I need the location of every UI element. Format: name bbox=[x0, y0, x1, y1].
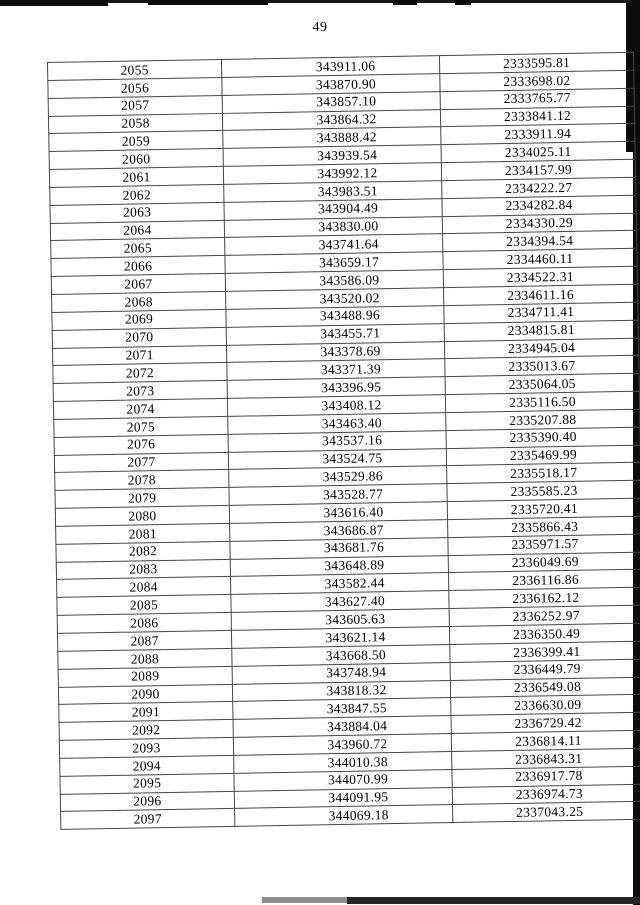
table-cell: 2335116.50 bbox=[445, 391, 639, 412]
table-cell: 2336814.11 bbox=[451, 730, 640, 751]
table-cell: 2095 bbox=[60, 773, 234, 794]
table-cell: 343939.54 bbox=[223, 145, 441, 167]
table-cell: 2090 bbox=[58, 684, 232, 705]
table-cell: 2069 bbox=[52, 309, 226, 330]
table-cell: 2086 bbox=[57, 613, 231, 634]
table-cell: 2334025.11 bbox=[441, 141, 635, 162]
table-cell: 343463.40 bbox=[228, 412, 446, 434]
table-cell: 344010.38 bbox=[234, 751, 452, 773]
scan-artifact-top-edge bbox=[0, 0, 108, 6]
table-cell: 343830.00 bbox=[224, 216, 442, 238]
table-cell: 2093 bbox=[59, 737, 233, 758]
table-cell: 2059 bbox=[49, 131, 223, 152]
scan-artifact-top-edge bbox=[393, 0, 417, 5]
table-cell: 2070 bbox=[52, 327, 226, 348]
table-cell: 2074 bbox=[53, 398, 227, 419]
table-cell: 2336449.79 bbox=[450, 659, 640, 680]
table-cell: 2333765.77 bbox=[440, 88, 634, 109]
table-cell: 2075 bbox=[54, 416, 228, 437]
table-cell: 343857.10 bbox=[222, 91, 440, 113]
table-cell: 2066 bbox=[51, 256, 225, 277]
table-cell: 2096 bbox=[60, 791, 234, 812]
table-cell: 2082 bbox=[56, 541, 230, 562]
table-cell: 343884.04 bbox=[233, 716, 451, 738]
table-cell: 2084 bbox=[57, 577, 231, 598]
table-cell: 2056 bbox=[48, 77, 222, 98]
table-cell: 2088 bbox=[58, 648, 232, 669]
table-cell: 2335720.41 bbox=[447, 498, 640, 519]
table-cell: 2336350.49 bbox=[449, 623, 640, 644]
table-cell: 344069.18 bbox=[235, 805, 453, 827]
table-cell: 2335469.99 bbox=[446, 445, 640, 466]
table-cell: 343586.09 bbox=[225, 270, 443, 292]
table-cell: 2334711.41 bbox=[444, 302, 638, 323]
table-cell: 2076 bbox=[54, 434, 228, 455]
table-cell: 343983.51 bbox=[224, 181, 442, 203]
table-cell: 343911.06 bbox=[221, 56, 439, 78]
table-cell: 343605.63 bbox=[231, 609, 449, 631]
table-cell: 2080 bbox=[55, 505, 229, 526]
table-cell: 343396.95 bbox=[227, 377, 445, 399]
coordinate-table bbox=[47, 52, 640, 830]
table-cell: 343371.39 bbox=[227, 359, 445, 381]
table-cell: 343681.76 bbox=[230, 537, 448, 559]
table-cell: 2334330.29 bbox=[442, 213, 636, 234]
table-cell: 2333841.12 bbox=[440, 106, 634, 127]
table-cell: 2091 bbox=[59, 702, 233, 723]
table-cell: 343659.17 bbox=[225, 252, 443, 274]
table-cell: 343408.12 bbox=[227, 395, 445, 417]
table-cell: 2333911.94 bbox=[441, 124, 635, 145]
table-cell: 343529.86 bbox=[229, 466, 447, 488]
table-cell: 2335013.67 bbox=[445, 356, 639, 377]
table-cell: 2336974.73 bbox=[452, 784, 640, 805]
table-cell: 2078 bbox=[55, 470, 229, 491]
table-cell: 2334157.99 bbox=[441, 159, 635, 180]
table-cell: 2060 bbox=[49, 149, 223, 170]
table-cell: 2336116.86 bbox=[448, 570, 640, 591]
table-cell: 2335390.40 bbox=[446, 427, 640, 448]
table-cell: 2062 bbox=[50, 184, 224, 205]
table-cell: 343455.71 bbox=[226, 323, 444, 345]
scan-artifact-top-edge bbox=[148, 0, 268, 5]
table-cell: 2077 bbox=[54, 452, 228, 473]
table-cell: 2334522.31 bbox=[443, 266, 637, 287]
table-cell: 343621.14 bbox=[231, 627, 449, 649]
table-cell: 343741.64 bbox=[225, 234, 443, 256]
table-cell: 2334282.84 bbox=[442, 195, 636, 216]
table-cell: 2094 bbox=[60, 755, 234, 776]
table-cell: 2068 bbox=[52, 291, 226, 312]
table-cell: 343616.40 bbox=[229, 502, 447, 524]
table-cell: 2065 bbox=[51, 238, 225, 259]
table-cell: 2333595.81 bbox=[439, 52, 633, 73]
table-cell: 343668.50 bbox=[232, 644, 450, 666]
table-cell: 343520.02 bbox=[226, 288, 444, 310]
table-cell: 2087 bbox=[57, 630, 231, 651]
table-cell: 2061 bbox=[49, 167, 223, 188]
table-cell: 2334815.81 bbox=[444, 320, 638, 341]
table-cell: 2097 bbox=[61, 809, 235, 830]
table-cell: 2055 bbox=[48, 59, 222, 80]
table-cell: 343528.77 bbox=[229, 484, 447, 506]
table-cell: 2072 bbox=[53, 363, 227, 384]
table-cell: 2336252.97 bbox=[449, 605, 640, 626]
table-cell: 343378.69 bbox=[226, 341, 444, 363]
table-cell: 2334945.04 bbox=[444, 338, 638, 359]
table-cell: 2071 bbox=[52, 345, 226, 366]
table-cell: 343537.16 bbox=[228, 430, 446, 452]
table-cell: 2337043.25 bbox=[453, 802, 640, 823]
table-cell: 343864.32 bbox=[222, 109, 440, 131]
table-cell: 2336399.41 bbox=[450, 641, 640, 662]
table-cell: 343888.42 bbox=[223, 127, 441, 149]
table-cell: 343488.96 bbox=[226, 305, 444, 327]
table-cell: 343686.87 bbox=[230, 520, 448, 542]
table-cell: 2334611.16 bbox=[443, 284, 637, 305]
table-cell: 343870.90 bbox=[222, 73, 440, 95]
table-cell: 2336843.31 bbox=[452, 748, 640, 769]
table-cell: 2092 bbox=[59, 720, 233, 741]
table-cell: 343627.40 bbox=[231, 591, 449, 613]
table-cell: 2335585.23 bbox=[447, 480, 640, 501]
table-cell: 2336049.69 bbox=[448, 552, 640, 573]
table-cell: 2067 bbox=[51, 274, 225, 295]
table-cell: 2336549.08 bbox=[450, 677, 640, 698]
table-cell: 2335064.05 bbox=[445, 373, 639, 394]
table-cell: 2336917.78 bbox=[452, 766, 640, 787]
table-cell: 2335518.17 bbox=[447, 463, 640, 484]
table-cell: 344091.95 bbox=[234, 787, 452, 809]
coordinate-table-container bbox=[47, 52, 640, 830]
table-cell: 343748.94 bbox=[232, 662, 450, 684]
table-cell: 2089 bbox=[58, 666, 232, 687]
table-cell: 343904.49 bbox=[224, 198, 442, 220]
table-cell: 2335971.57 bbox=[448, 534, 640, 555]
table-cell: 2063 bbox=[50, 202, 224, 223]
table-cell: 343992.12 bbox=[223, 163, 441, 185]
table-cell: 2336630.09 bbox=[451, 695, 640, 716]
table-cell: 2335207.88 bbox=[446, 409, 640, 430]
table-cell: 2336162.12 bbox=[449, 587, 640, 608]
table-cell: 2335866.43 bbox=[448, 516, 640, 537]
table-cell: 343648.89 bbox=[230, 555, 448, 577]
scan-artifact-bottom-edge bbox=[347, 897, 640, 904]
table-cell: 2333698.02 bbox=[440, 70, 634, 91]
scan-artifact-bottom-edge bbox=[262, 897, 347, 903]
table-cell: 2083 bbox=[56, 559, 230, 580]
page-number: 49 bbox=[312, 20, 328, 35]
table-cell: 344070.99 bbox=[234, 769, 452, 791]
table-cell: 343524.75 bbox=[228, 448, 446, 470]
table-cell: 343818.32 bbox=[232, 680, 450, 702]
table-cell: 2336729.42 bbox=[451, 712, 640, 733]
table-cell: 343847.55 bbox=[233, 698, 451, 720]
table-cell: 343582.44 bbox=[231, 573, 449, 595]
table-cell: 2334394.54 bbox=[443, 231, 637, 252]
table-cell: 2064 bbox=[50, 220, 224, 241]
table-cell: 2085 bbox=[57, 595, 231, 616]
table-cell: 2081 bbox=[56, 523, 230, 544]
table-cell: 2334460.11 bbox=[443, 249, 637, 270]
coordinate-table-body bbox=[48, 52, 640, 829]
table-cell: 343960.72 bbox=[233, 734, 451, 756]
scan-artifact-top-edge bbox=[455, 0, 471, 5]
table-cell: 2079 bbox=[55, 488, 229, 509]
table-cell: 2058 bbox=[48, 113, 222, 134]
table-cell: 2057 bbox=[48, 95, 222, 116]
table-cell: 2073 bbox=[53, 381, 227, 402]
table-cell: 2334222.27 bbox=[442, 177, 636, 198]
